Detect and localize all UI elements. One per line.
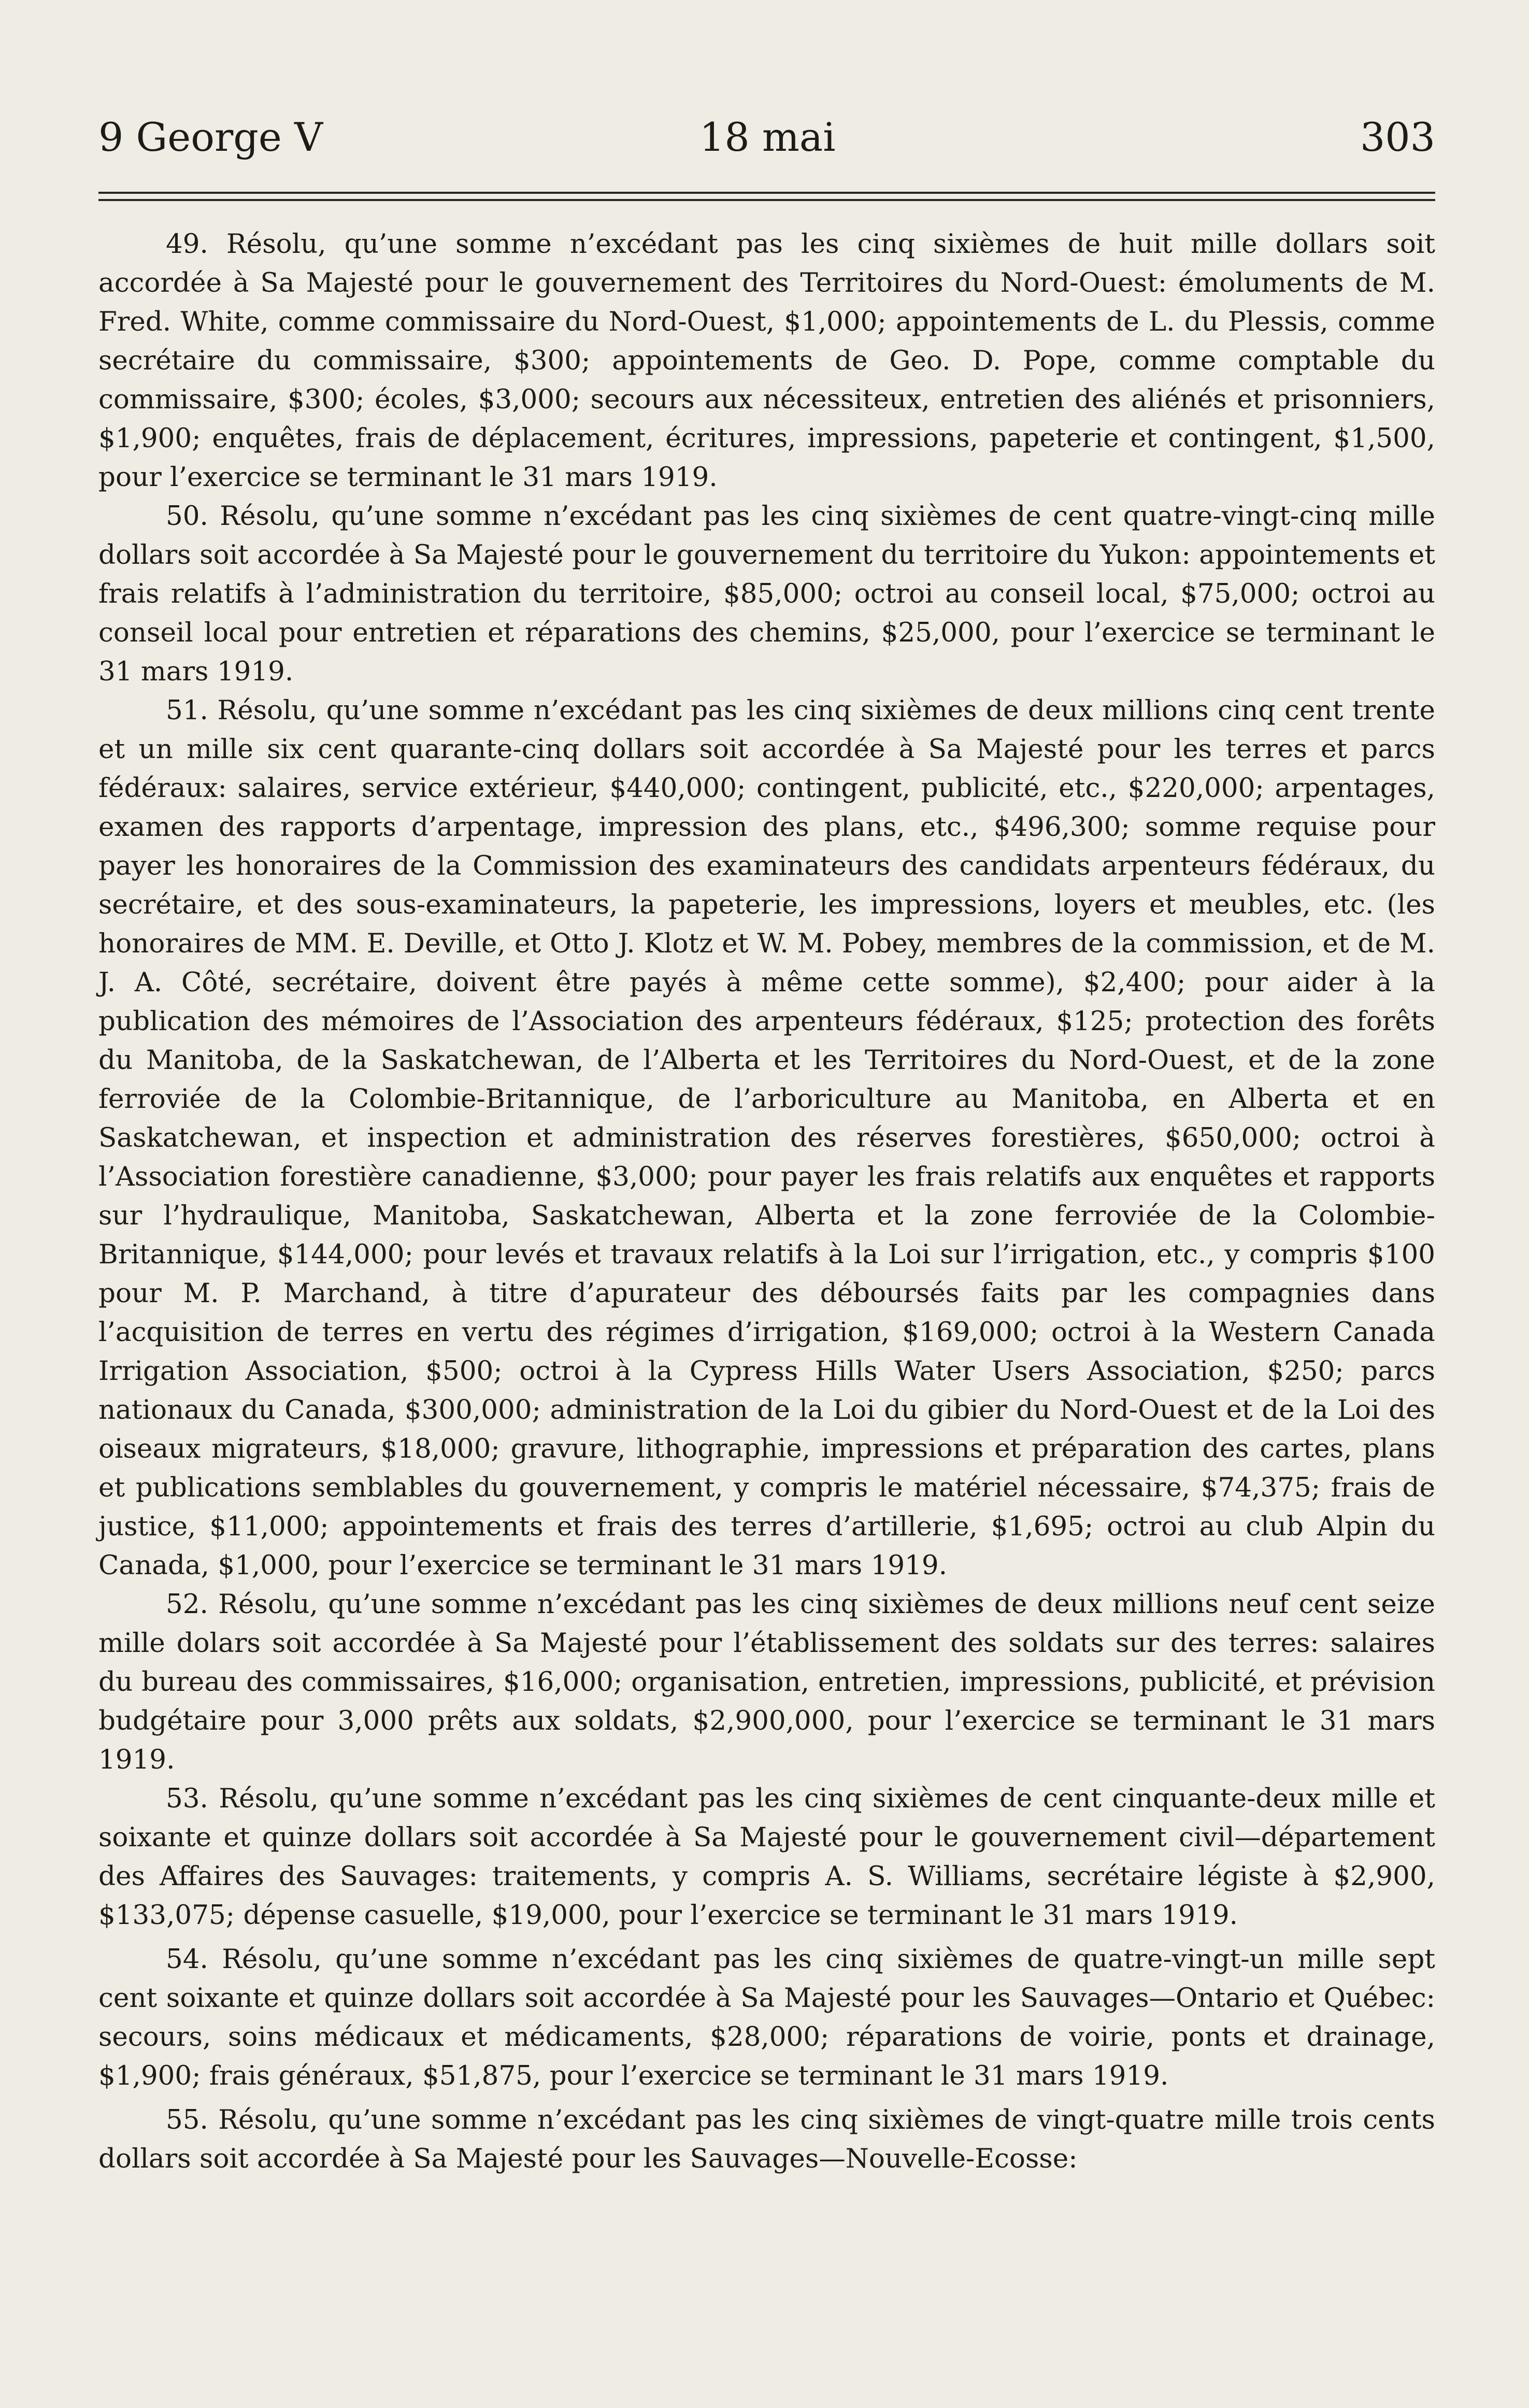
resolution-53: 53. Résolu, qu’une somme n’excédant pas les cinq sixièmes de cent cinquante-deux mille et soixante et quinze dollars soit accordée à Sa Majesté pour le gouvernement civil—département des Affaires des Sauvages: traitements, y compris A. S. Williams, secrétaire légiste à $2,900, $133,075; dépense casuelle, $19,000, pour l’exercice se terminant le 31 mars 1919. xyxy=(98,1783,1435,1931)
document-page xyxy=(98,114,1435,2178)
header-rule-top xyxy=(98,192,1435,194)
header-double-rule xyxy=(98,192,1435,201)
resolution-54: 54. Résolu, qu’une somme n’excédant pas les cinq sixièmes de quatre-vingt-un mille sept cent soixante et quinze dollars soit accordée à Sa Majesté pour les Sauvages—Ontario et Québec: secours, soins médicaux et médicaments, $28,000; réparations de voirie, ponts et drainage, $1,900; frais généraux, $51,875, pour l’exercice se terminant le 31 mars 1919. xyxy=(98,1944,1435,2091)
date-heading: 18 mai xyxy=(699,114,836,160)
resolution-52: 52. Résolu, qu’une somme n’excédant pas les cinq sixièmes de deux millions neuf cent seize mille dolars soit accordée à Sa Majesté pour l’établissement des soldats sur des terres: salaires du bureau des commissaires, $16,000; organisation, entretien, impressions, publicité, et prévision budgétaire pour 3,000 prêts aux soldats, $2,900,000, pour l’exercice se terminant le 31 mars 1919. xyxy=(98,1589,1435,1775)
regnal-year: 9 George V xyxy=(98,114,323,160)
resolution-55: 55. Résolu, qu’une somme n’excédant pas les cinq sixièmes de vingt-quatre mille trois cents dollars soit accordée à Sa Majesté pour les Sauvages—Nouvelle-Ecosse: xyxy=(98,2104,1435,2174)
document-body xyxy=(98,225,1435,2178)
running-head xyxy=(98,114,1435,171)
resolution-51: 51. Résolu, qu’une somme n’excédant pas les cinq sixièmes de deux millions cinq cent trente et un mille six cent quarante-cinq dollars soit accordée à Sa Majesté pour les terres et parcs fédéraux: salaires, service extérieur, $440,000; contingent, publicité, etc., $220,000; arpentages, examen des rapports d’arpentage, impression des plans, etc., $496,300; somme requise pour payer les honoraires de la Commission des examinateurs des candidats arpenteurs fédéraux, du secrétaire, et des sous-examinateurs, la papeterie, les impressions, loyers et meubles, etc. (les honoraires de MM. E. Deville, et Otto J. Klotz et W. M. Pobey, membres de la commission, et de M. J. A. Côté, secrétaire, doivent être payés à même cette somme), $2,400; pour aider à la publication des mémoires de l’Association des arpenteurs fédéraux, $125; protection des forêts du Manitoba, de la Saskatchewan, de l’Alberta et les Territoires du Nord-Ouest, et de la zone ferroviée de la Colombie-Britannique, de l’arboriculture au Manitoba, en Alberta et en Saskatchewan, et inspection et administration des réserves forestières, $650,000; octroi à l’Association forestière canadienne, $3,000; pour payer les frais relatifs aux enquêtes et rapports sur l’hydraulique, Manitoba, Saskatchewan, Alberta et la zone ferroviée de la Colombie-Britannique, $144,000; pour levés et travaux relatifs à la Loi sur l’irrigation, etc., y compris $100 pour M. P. Marchand, à titre d’apurateur des déboursés faits par les compagnies dans l’acquisition de terres en vertu des régimes d’irrigation, $169,000; octroi à la Western Canada Irrigation Association, $500; octroi à la Cypress Hills Water Users Association, $250; parcs nationaux du Canada, $300,000; administration de la Loi du gibier du Nord-Ouest et de la Loi des oiseaux migrateurs, $18,000; gravure, lithographie, impressions et préparation des cartes, plans et publications semblables du gouvernement, y compris le matériel nécessaire, $74,375; frais de justice, $11,000; appointements et frais des terres d’artillerie, $1,695; octroi au club Alpin du Canada, $1,000, pour l’exercice se terminant le 31 mars 1919. xyxy=(98,695,1435,1581)
page-number: 303 xyxy=(1360,114,1435,160)
resolution-50: 50. Résolu, qu’une somme n’excédant pas les cinq sixièmes de cent quatre-vingt-cinq mille dollars soit accordée à Sa Majesté pour le gouvernement du territoire du Yukon: appointements et frais relatifs à l’administration du territoire, $85,000; octroi au conseil local, $75,000; octroi au conseil local pour entretien et réparations des chemins, $25,000, pour l’exercice se terminant le 31 mars 1919. xyxy=(98,501,1435,687)
header-rule-bottom xyxy=(98,199,1435,201)
resolution-49: 49. Résolu, qu’une somme n’excédant pas les cinq sixièmes de huit mille dollars soit accordée à Sa Majesté pour le gouvernement des Territoires du Nord-Ouest: émoluments de M. Fred. White, comme commissaire du Nord-Ouest, $1,000; appointements de L. du Plessis, comme secrétaire du commissaire, $300; appointements de Geo. D. Pope, comme comptable du commissaire, $300; écoles, $3,000; secours aux nécessiteux, entretien des aliénés et prisonniers, $1,900; enquêtes, frais de déplacement, écritures, impressions, papeterie et contingent, $1,500, pour l’exercice se terminant le 31 mars 1919. xyxy=(98,229,1435,493)
